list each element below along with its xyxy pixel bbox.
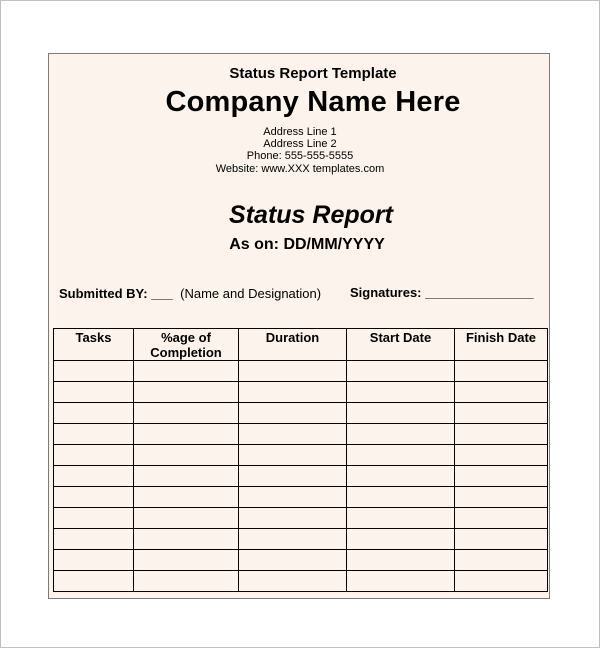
table-cell[interactable]: [134, 529, 239, 550]
table-row: [54, 445, 548, 466]
table-cell[interactable]: [239, 487, 347, 508]
col-header-completion: %age of Completion: [134, 329, 239, 361]
table-row: [54, 508, 548, 529]
signatures-label: Signatures:: [350, 285, 422, 300]
table-cell[interactable]: [54, 529, 134, 550]
table-cell[interactable]: [347, 382, 455, 403]
company-name: Company Name Here: [165, 86, 461, 118]
table-cell[interactable]: [347, 466, 455, 487]
table-cell[interactable]: [134, 508, 239, 529]
table-cell[interactable]: [54, 487, 134, 508]
table-row: [54, 466, 548, 487]
table-cell[interactable]: [54, 508, 134, 529]
submitted-by-row: [59, 286, 321, 301]
address-line-2: Address Line 2: [263, 138, 337, 150]
table-cell[interactable]: [347, 361, 455, 382]
table-cell[interactable]: [54, 361, 134, 382]
address-line-1: Address Line 1: [263, 126, 337, 138]
col-header-tasks: Tasks: [54, 329, 134, 361]
col-header-finish-date: Finish Date: [455, 329, 548, 361]
table-cell[interactable]: [239, 424, 347, 445]
table-row: [54, 403, 548, 424]
table-cell[interactable]: [134, 424, 239, 445]
table-cell[interactable]: [347, 403, 455, 424]
submitted-by-hint: (Name and Designation): [180, 286, 322, 301]
table-cell[interactable]: [455, 571, 548, 592]
table-cell[interactable]: [134, 571, 239, 592]
table-cell[interactable]: [134, 445, 239, 466]
table-cell[interactable]: [54, 403, 134, 424]
table-cell[interactable]: [134, 487, 239, 508]
table-cell[interactable]: [54, 550, 134, 571]
col-header-duration: Duration: [239, 329, 347, 361]
table-cell[interactable]: [347, 508, 455, 529]
table-cell[interactable]: [455, 466, 548, 487]
table-body: [54, 361, 548, 592]
table-row: [54, 361, 548, 382]
table-cell[interactable]: [347, 550, 455, 571]
table-cell[interactable]: [239, 529, 347, 550]
status-report-sheet: [48, 53, 550, 599]
table-cell[interactable]: [54, 382, 134, 403]
table-cell[interactable]: [455, 508, 548, 529]
table-cell[interactable]: [54, 424, 134, 445]
table-row: [54, 424, 548, 445]
table-cell[interactable]: [347, 529, 455, 550]
submitted-by-label: Submitted BY:: [59, 286, 148, 301]
table-row: [54, 550, 548, 571]
table-row: [54, 571, 548, 592]
table-row: [54, 382, 548, 403]
table-cell[interactable]: [455, 403, 548, 424]
table-cell[interactable]: [239, 361, 347, 382]
table-cell[interactable]: [239, 445, 347, 466]
table-cell[interactable]: [347, 487, 455, 508]
table-cell[interactable]: [455, 487, 548, 508]
report-title: Status Report: [229, 201, 393, 229]
table-cell[interactable]: [134, 466, 239, 487]
table-cell[interactable]: [347, 571, 455, 592]
table-cell[interactable]: [239, 382, 347, 403]
table-cell[interactable]: [134, 361, 239, 382]
table-cell[interactable]: [455, 445, 548, 466]
table-cell[interactable]: [347, 445, 455, 466]
table-cell[interactable]: [239, 550, 347, 571]
col-header-start-date: Start Date: [347, 329, 455, 361]
table-cell[interactable]: [54, 466, 134, 487]
table-cell[interactable]: [54, 445, 134, 466]
table-row: [54, 487, 548, 508]
document-title: Status Report Template: [229, 65, 397, 82]
table-header-row: [54, 329, 548, 361]
table-cell[interactable]: [455, 550, 548, 571]
table-row: [54, 529, 548, 550]
phone-line: Phone: 555-555-5555: [246, 150, 354, 162]
table-cell[interactable]: [134, 403, 239, 424]
table-cell[interactable]: [54, 571, 134, 592]
table-cell[interactable]: [239, 466, 347, 487]
signatures-row: [350, 285, 534, 300]
table-cell[interactable]: [239, 508, 347, 529]
table-cell[interactable]: [455, 382, 548, 403]
website-line: Website: www.XXX templates.com: [215, 163, 385, 175]
table-cell[interactable]: [455, 529, 548, 550]
as-on-date: As on: DD/MM/YYYY: [229, 236, 385, 253]
table-cell[interactable]: [239, 571, 347, 592]
submitted-by-blank: ___: [151, 286, 173, 301]
table-cell[interactable]: [239, 403, 347, 424]
table-cell[interactable]: [455, 361, 548, 382]
table-cell[interactable]: [347, 424, 455, 445]
table-cell[interactable]: [455, 424, 548, 445]
table-cell[interactable]: [134, 382, 239, 403]
table-cell[interactable]: [134, 550, 239, 571]
signatures-blank: _______________: [425, 285, 534, 300]
status-table: [53, 328, 548, 592]
